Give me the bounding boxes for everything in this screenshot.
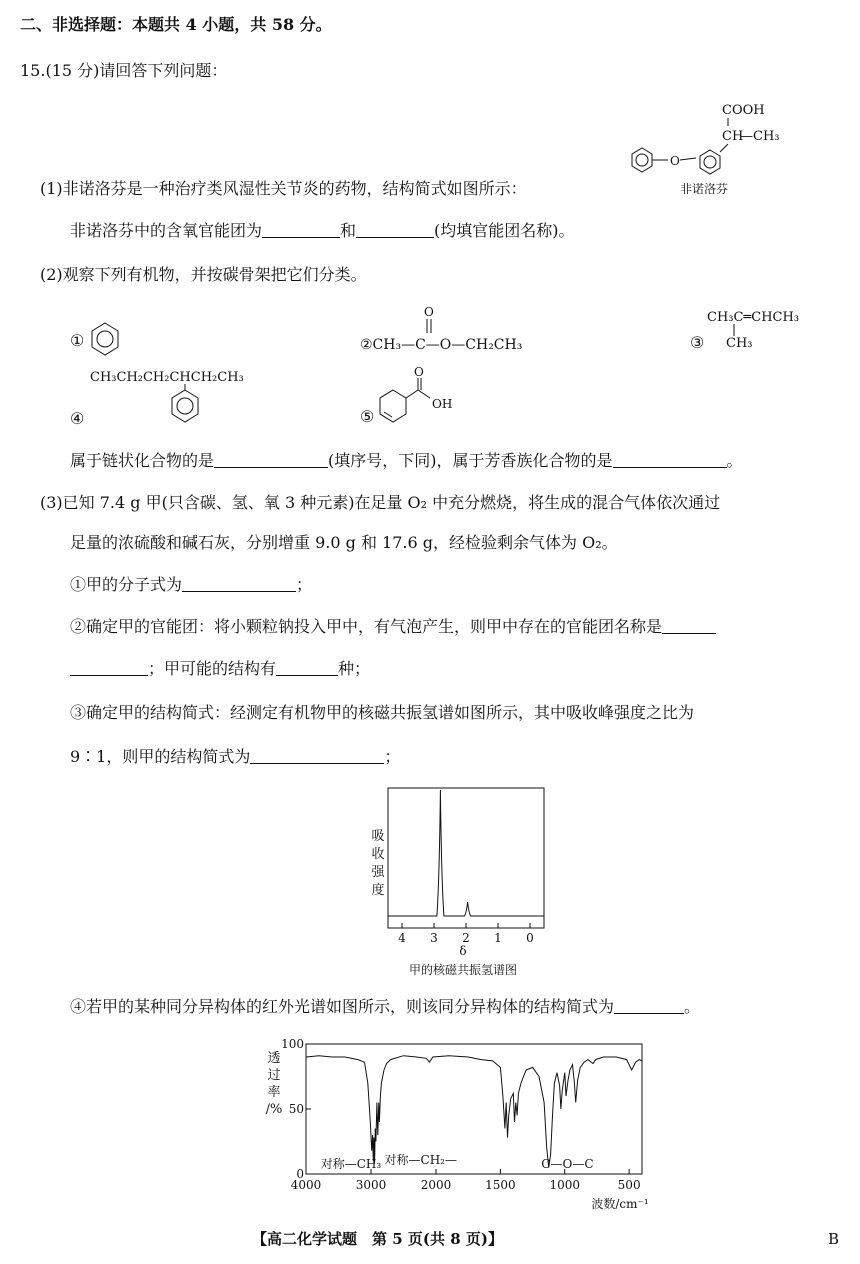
ir-xtick-label: 1500: [485, 1178, 516, 1192]
q2-text: (2)观察下列有机物，并按碳骨架把它们分类。: [40, 265, 367, 284]
blank-9[interactable]: [614, 997, 684, 1014]
c4-top: CH₃CH₂CH₂CHCH₂CH₃: [90, 370, 244, 385]
q2-label-b: (填序号，下同)，属于芳香族化合物的是: [328, 451, 613, 470]
fenoprofen-structure: [620, 96, 800, 200]
mol-cooh: COOH: [722, 103, 765, 118]
s3-label-a: 9∶1，则甲的结构简式为: [70, 747, 251, 766]
nmr-ylabel-char: 吸: [371, 829, 385, 844]
s2-label-b: 种；: [338, 659, 371, 678]
mol-o: O: [670, 154, 680, 168]
q3-s2-line1: [70, 616, 716, 638]
c3-top: CH₃C═CHCH₃: [707, 310, 800, 325]
nmr-ylabel: [371, 829, 385, 898]
q3-s2-line2: [70, 658, 370, 680]
ir-frame: [306, 1044, 642, 1174]
c4-num: ④: [70, 409, 85, 428]
s4-label-b: 。: [684, 997, 701, 1016]
nmr-xtick-label: 4: [398, 931, 406, 945]
q1-text: (1)非诺洛芬是一种治疗类风湿性关节炎的药物，结构简式如图所示：: [40, 179, 527, 198]
nmr-chart: [360, 782, 560, 982]
blank-4[interactable]: [613, 451, 727, 468]
ir-ylabel-char: 透: [267, 1051, 281, 1066]
blank-2[interactable]: [356, 221, 434, 238]
nmr-xtick-label: 3: [430, 931, 438, 945]
mol-ch: CH: [722, 129, 744, 144]
nmr-ylabel-char: 收: [371, 847, 385, 862]
nmr-xlabel: δ: [459, 944, 467, 958]
c5-o: O: [414, 366, 424, 379]
c2-o: O: [424, 305, 434, 319]
q2-label-c: 。: [726, 451, 743, 470]
ir-ytick-label: 50: [288, 1102, 304, 1116]
nmr-caption: 甲的核磁共振氢谱图: [408, 963, 518, 977]
nmr-ylabel-char: 强: [371, 865, 385, 880]
blank-6b[interactable]: [70, 659, 148, 676]
question-head: 15.(15 分)请回答下列问题：: [20, 61, 228, 80]
ir-xticks: [291, 1169, 641, 1192]
ir-annotation: 对称—CH₂—: [384, 1153, 457, 1167]
q3-s3-line1: ③确定甲的结构简式：经测定有机物甲的核磁共振氢谱如图所示，其中吸收峰强度之比为: [70, 703, 695, 722]
c5-structure: [376, 366, 466, 428]
mol-name: 非诺洛芬: [680, 182, 729, 196]
q3-s3-line2: [70, 746, 400, 768]
q1-answer-line: [70, 220, 575, 242]
blank-6[interactable]: [662, 617, 716, 634]
section-title: 二、非选择题：本题共 4 小题，共 58 分。: [20, 15, 332, 34]
ir-yticks: [281, 1037, 311, 1181]
nmr-ticks: [398, 923, 534, 945]
s2-label-a: ；甲可能的结构有: [148, 659, 277, 678]
nmr-xtick-label: 1: [494, 931, 502, 945]
c2-formula: ②CH₃—C—O—CH₂CH₃: [360, 337, 523, 353]
q1-label-c: (均填官能团名称)。: [434, 221, 575, 240]
q1-label-b: 和: [340, 221, 357, 240]
ir-xtick-label: 500: [617, 1178, 641, 1192]
ir-ylabel-char: 率: [267, 1085, 281, 1100]
ir-annotation: C—O—C: [541, 1157, 594, 1171]
c3-num: ③: [690, 333, 705, 352]
ir-xtick-label: 2000: [420, 1178, 452, 1192]
ir-ylabel: [266, 1051, 283, 1117]
ir-chart: [260, 1036, 660, 1214]
mol-ch3: —CH₃: [740, 129, 780, 144]
s2-line1: ②确定甲的官能团：将小颗粒钠投入甲中，有气泡产生，则甲中存在的官能团名称是: [70, 617, 663, 636]
ir-spectrum-line: [306, 1056, 642, 1168]
ir-ylabel-char: /%: [265, 1102, 283, 1117]
ir-xtick-label: 3000: [355, 1178, 387, 1192]
ir-ytick-label: 0: [296, 1167, 304, 1181]
c1-num: ①: [70, 331, 85, 350]
q1-label-a: 非诺洛芬中的含氧官能团为: [70, 221, 263, 240]
c3-bottom: CH₃: [726, 336, 753, 351]
nmr-xtick-label: 0: [526, 931, 534, 945]
q2-answer-line: [70, 450, 743, 472]
ir-xtick-label: 1000: [549, 1178, 581, 1192]
ir-ylabel-char: 过: [267, 1068, 281, 1083]
blank-7[interactable]: [276, 659, 338, 676]
s1-label-b: ；: [296, 575, 313, 594]
c5-num: ⑤: [360, 407, 375, 426]
q3-s1: [70, 574, 312, 596]
ir-annotations: [321, 1152, 594, 1171]
c4-phenyl: [168, 384, 204, 426]
q3-line1: (3)已知 7.4 g 甲(只含碳、氢、氧 3 种元素)在足量 O₂ 中充分燃烧，将生成的混合气体依次通过: [40, 493, 721, 512]
q3-line2: 足量的浓硫酸和碱石灰，分别增重 9.0 g 和 17.6 g，经检验剩余气体为 O₂。: [70, 533, 618, 552]
nmr-xtick-label: 2: [462, 931, 470, 945]
ir-ytick-label: 100: [281, 1037, 304, 1051]
page-footer: 【高二化学试题 第 5 页(共 8 页)】: [252, 1230, 503, 1248]
s3-label-b: ；: [384, 747, 401, 766]
nmr-spectrum-line: [388, 790, 544, 916]
version-badge: B: [828, 1230, 840, 1248]
s4-label-a: ④若甲的某种同分异构体的红外光谱如图所示，则该同分异构体的结构简式为: [70, 997, 615, 1016]
c2-double-bond: [425, 318, 435, 334]
blank-1[interactable]: [262, 221, 340, 238]
ir-annotation: 对称—CH₃: [320, 1157, 382, 1171]
nmr-ylabel-char: 度: [371, 883, 385, 898]
blank-3[interactable]: [214, 451, 328, 468]
c5-oh: OH: [432, 397, 453, 411]
c3-bond: [732, 324, 736, 336]
nmr-frame: [388, 788, 544, 928]
blank-5[interactable]: [182, 575, 296, 592]
s1-label-a: ①甲的分子式为: [70, 575, 183, 594]
ir-xtick-label: 4000: [290, 1178, 322, 1192]
ir-xlabel: 波数/cm⁻¹: [591, 1197, 649, 1211]
q3-s4: [70, 996, 700, 1018]
blank-8[interactable]: [250, 747, 384, 764]
benzene-ring-icon: [88, 320, 124, 360]
q2-label-a: 属于链状化合物的是: [70, 451, 215, 470]
